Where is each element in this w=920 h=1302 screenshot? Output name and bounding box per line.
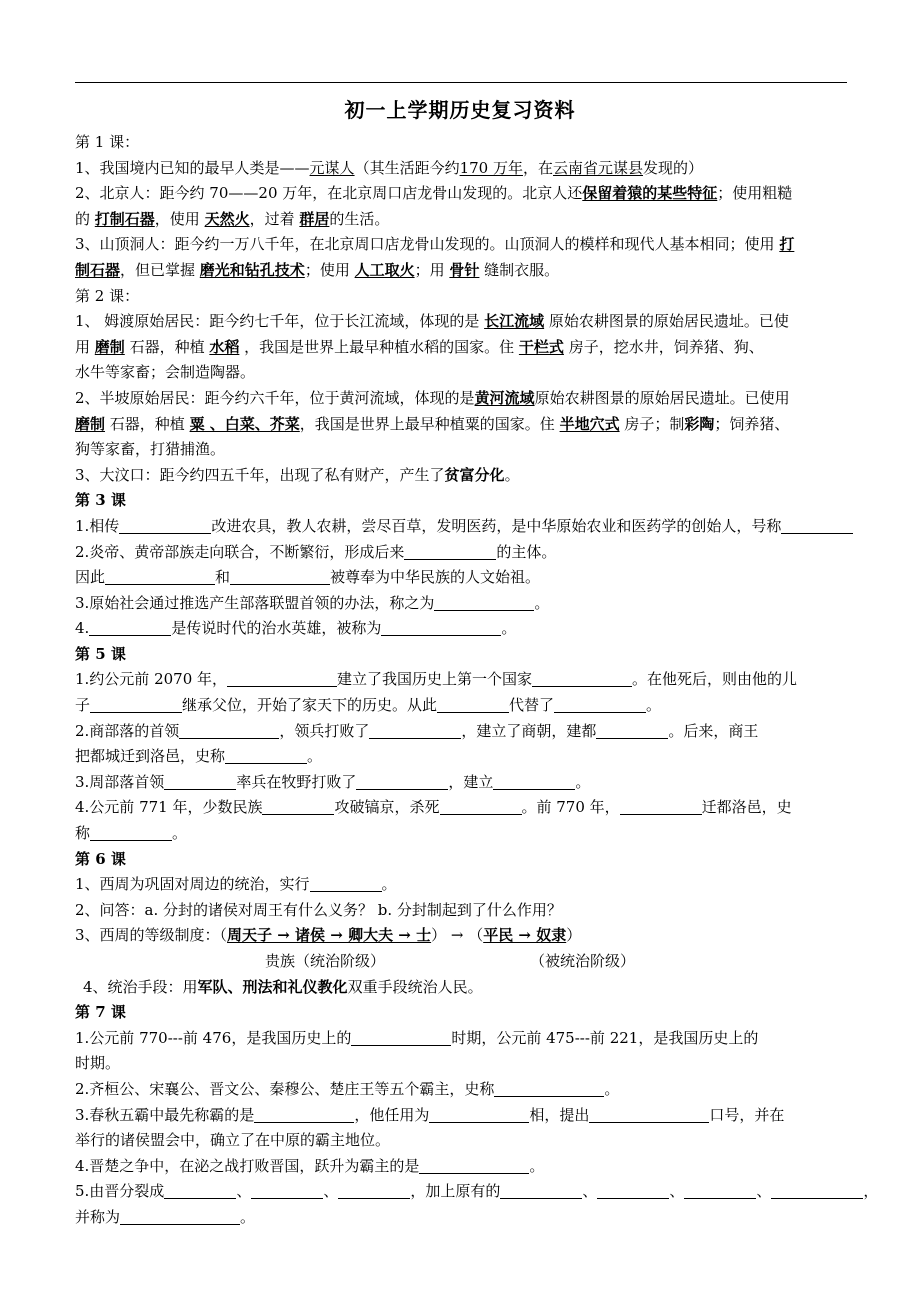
lesson-7-q5: 5.由晋分裂成 、 、 ，加上原有的 、 、 、 ， (75, 1182, 879, 1201)
page-title: 初一上学期历史复习资料 (344, 98, 576, 122)
answer-blank[interactable] (597, 1182, 669, 1199)
lesson-2-q2-cont: 磨制 石器，种植 粟 、白菜、芥菜，我国是世界上最早种植粟的国家。住 半地穴式 房子；制彩陶；饲养猪、 (75, 414, 790, 433)
lesson-1-q3-cont: 制石器，但已掌握 磨光和钻孔技术；使用 人工取火；用 骨针 缝制衣服。 (75, 260, 560, 279)
answer-blank[interactable] (404, 543, 496, 560)
lesson-2-q1-cont: 用 磨制 石器，种植 水稻 ，我国是世界上最早种植水稻的国家。住 干栏式 房子，挖水井，饲养猪、狗、 (75, 337, 764, 356)
lesson-6-q3-captions: 贵族（统治阶级） （被统治阶级） (265, 952, 636, 970)
answer-blank[interactable] (230, 568, 330, 585)
lesson-2-q1: 1、 姆渡原始居民：距今约七千年，位于长江流域，体现的是 长江流域 原始农耕图景的原始居民遗址。已使 (75, 312, 789, 331)
answer-blank[interactable] (90, 696, 182, 713)
lesson-6-q4: 4、统治手段：用军队、刑法和礼仪教化双重手段统治人民。 (83, 977, 483, 996)
answer-blank[interactable] (494, 1080, 604, 1097)
answer-blank[interactable] (440, 798, 522, 815)
answer-blank[interactable] (254, 1106, 354, 1123)
lesson-3-heading: 第 3 课 (75, 491, 126, 510)
answer-blank[interactable] (356, 773, 448, 790)
answer-blank[interactable] (105, 568, 215, 585)
answer-blank[interactable] (225, 747, 307, 764)
lesson-7-q4: 4.晋楚之争中，在泌之战打败晋国，跃升为霸主的是 。 (75, 1156, 545, 1175)
answer-blank[interactable] (781, 517, 853, 534)
lesson-5-q3: 3.周部落首领 率兵在牧野打败了 ，建立 。 (75, 772, 591, 791)
lesson-2-q2-cont2: 狗等家畜，打猎捕渔。 (75, 440, 226, 459)
answer-blank[interactable] (684, 1182, 756, 1199)
answer-blank[interactable] (434, 594, 534, 611)
answer-blank[interactable] (338, 1182, 410, 1199)
answer-blank[interactable] (437, 696, 509, 713)
answer-blank[interactable] (771, 1182, 863, 1199)
answer-blank[interactable] (310, 875, 382, 892)
lesson-1-q1: 1、我国境内已知的最早人类是——元谋人（其生活距今约170 万年，在云南省元谋县发现的） (75, 158, 704, 177)
answer-blank[interactable] (596, 722, 668, 739)
answer-blank[interactable] (419, 1157, 529, 1174)
lesson-1-q2-cont: 的 打制石器，使用 天然火，过着 群居的生活。 (75, 209, 390, 228)
answer-blank[interactable] (120, 1208, 240, 1225)
lesson-6-q2: 2、问答：a. 分封的诸侯对周王有什么义务？ b. 分封制起到了什么作用？ (75, 900, 562, 919)
answer-blank[interactable] (381, 619, 501, 636)
lesson-2-q3: 3、大汶口：距今约四五千年，出现了私有财产，产生了贫富分化。 (75, 465, 520, 484)
lesson-2-q2: 2、半坡原始居民：距今约六千年，位于黄河流域，体现的是黄河流域原始农耕图景的原始居民遗址。已使用 (75, 388, 790, 407)
lesson-7-q3-cont: 举行的诸侯盟会中，确立了在中原的霸主地位。 (75, 1131, 391, 1150)
answer-blank[interactable] (164, 773, 236, 790)
answer-blank[interactable] (90, 824, 172, 841)
lesson-3-q4: 4. 是传说时代的治水英雄，被称为 。 (75, 619, 517, 638)
answer-blank[interactable] (429, 1106, 529, 1123)
lesson-5-q1: 1.约公元前 2070 年， 建立了我国历史上第一个国家 。在他死后，则由他的儿 (75, 670, 798, 689)
answer-blank[interactable] (351, 1029, 451, 1046)
answer-blank[interactable] (493, 773, 575, 790)
lesson-6-q1: 1、西周为巩固对周边的统治，实行 。 (75, 875, 397, 894)
lesson-3-q2: 2.炎帝、黄帝部族走向联合，不断繁衍，形成后来 的主体。 (75, 542, 557, 561)
lesson-5-q1-cont: 子 继承父位，开始了家天下的历史。从此 代替了 。 (75, 696, 662, 715)
lesson-3-q2-cont: 因此 和 被尊奉为中华民族的人文始祖。 (75, 568, 541, 587)
lesson-5-q4-cont: 称 。 (75, 824, 188, 843)
lesson-6-heading: 第 6 课 (75, 849, 126, 868)
answer-blank[interactable] (227, 670, 337, 687)
lesson-1-q3: 3、山顶洞人：距今约一万八千年，在北京周口店龙骨山发现的。山顶洞人的模样和现代人基本相同；使用 打 (75, 235, 795, 254)
lesson-2-q1-cont2: 水牛等家畜；会制造陶器。 (75, 363, 256, 382)
lesson-5-q2-cont: 把都城迁到洛邑，史称 。 (75, 747, 323, 766)
answer-blank[interactable] (369, 722, 461, 739)
answer-blank[interactable] (119, 517, 211, 534)
lesson-3-q3: 3.原始社会通过推选产生部落联盟首领的办法，称之为 。 (75, 593, 550, 612)
answer-blank[interactable] (620, 798, 702, 815)
lesson-6-q3: 3、西周的等级制度：（周天子 → 诸侯 → 卿大夫 → 士） → （平民 → 奴隶） (75, 926, 582, 945)
lesson-1-q2: 2、北京人：距今约 70——20 万年，在北京周口店龙骨山发现的。北京人还保留着猿的某些特征；使用粗糙 (75, 184, 793, 203)
lesson-7-q3: 3.春秋五霸中最先称霸的是 ，他任用为 相，提出 口号，并在 (75, 1105, 785, 1124)
lesson-7-q1-cont: 时期。 (75, 1054, 121, 1073)
lesson-3-q1: 1.相传 改进农具，教人农耕，尝尽百草，发明医药，是中华原始农业和医药学的创始人，号称 (75, 514, 855, 540)
lesson-7-heading: 第 7 课 (75, 1003, 126, 1022)
answer-blank[interactable] (164, 1182, 236, 1199)
answer-blank[interactable] (262, 798, 334, 815)
lesson-7-q5-cont: 并称为 。 (75, 1207, 256, 1226)
lesson-7-q2: 2.齐桓公、宋襄公、晋文公、秦穆公、楚庄王等五个霸主，史称 。 (75, 1079, 620, 1098)
lesson-2-heading: 第 2 课： (75, 286, 140, 305)
lesson-7-q1: 1.公元前 770---前 476，是我国历史上的 时期，公元前 475---前 221，是我国历史上的 (75, 1028, 759, 1047)
document-body (75, 130, 879, 1231)
lesson-5-heading: 第 5 课 (75, 644, 126, 663)
answer-blank[interactable] (251, 1182, 323, 1199)
answer-blank[interactable] (589, 1106, 709, 1123)
header-rule (75, 82, 847, 83)
lesson-1-heading: 第 1 课： (75, 133, 140, 151)
answer-blank[interactable] (554, 696, 646, 713)
answer-blank[interactable] (179, 722, 279, 739)
lesson-5-q4: 4.公元前 771 年，少数民族 攻破镐京，杀死 。前 770 年， 迁都洛邑，史 (75, 798, 792, 817)
answer-blank[interactable] (532, 670, 632, 687)
answer-blank[interactable] (500, 1182, 582, 1199)
lesson-5-q2: 2.商部落的首领 ，领兵打败了 ，建立了商朝，建都 。后来，商王 (75, 721, 759, 740)
answer-blank[interactable] (89, 619, 171, 636)
